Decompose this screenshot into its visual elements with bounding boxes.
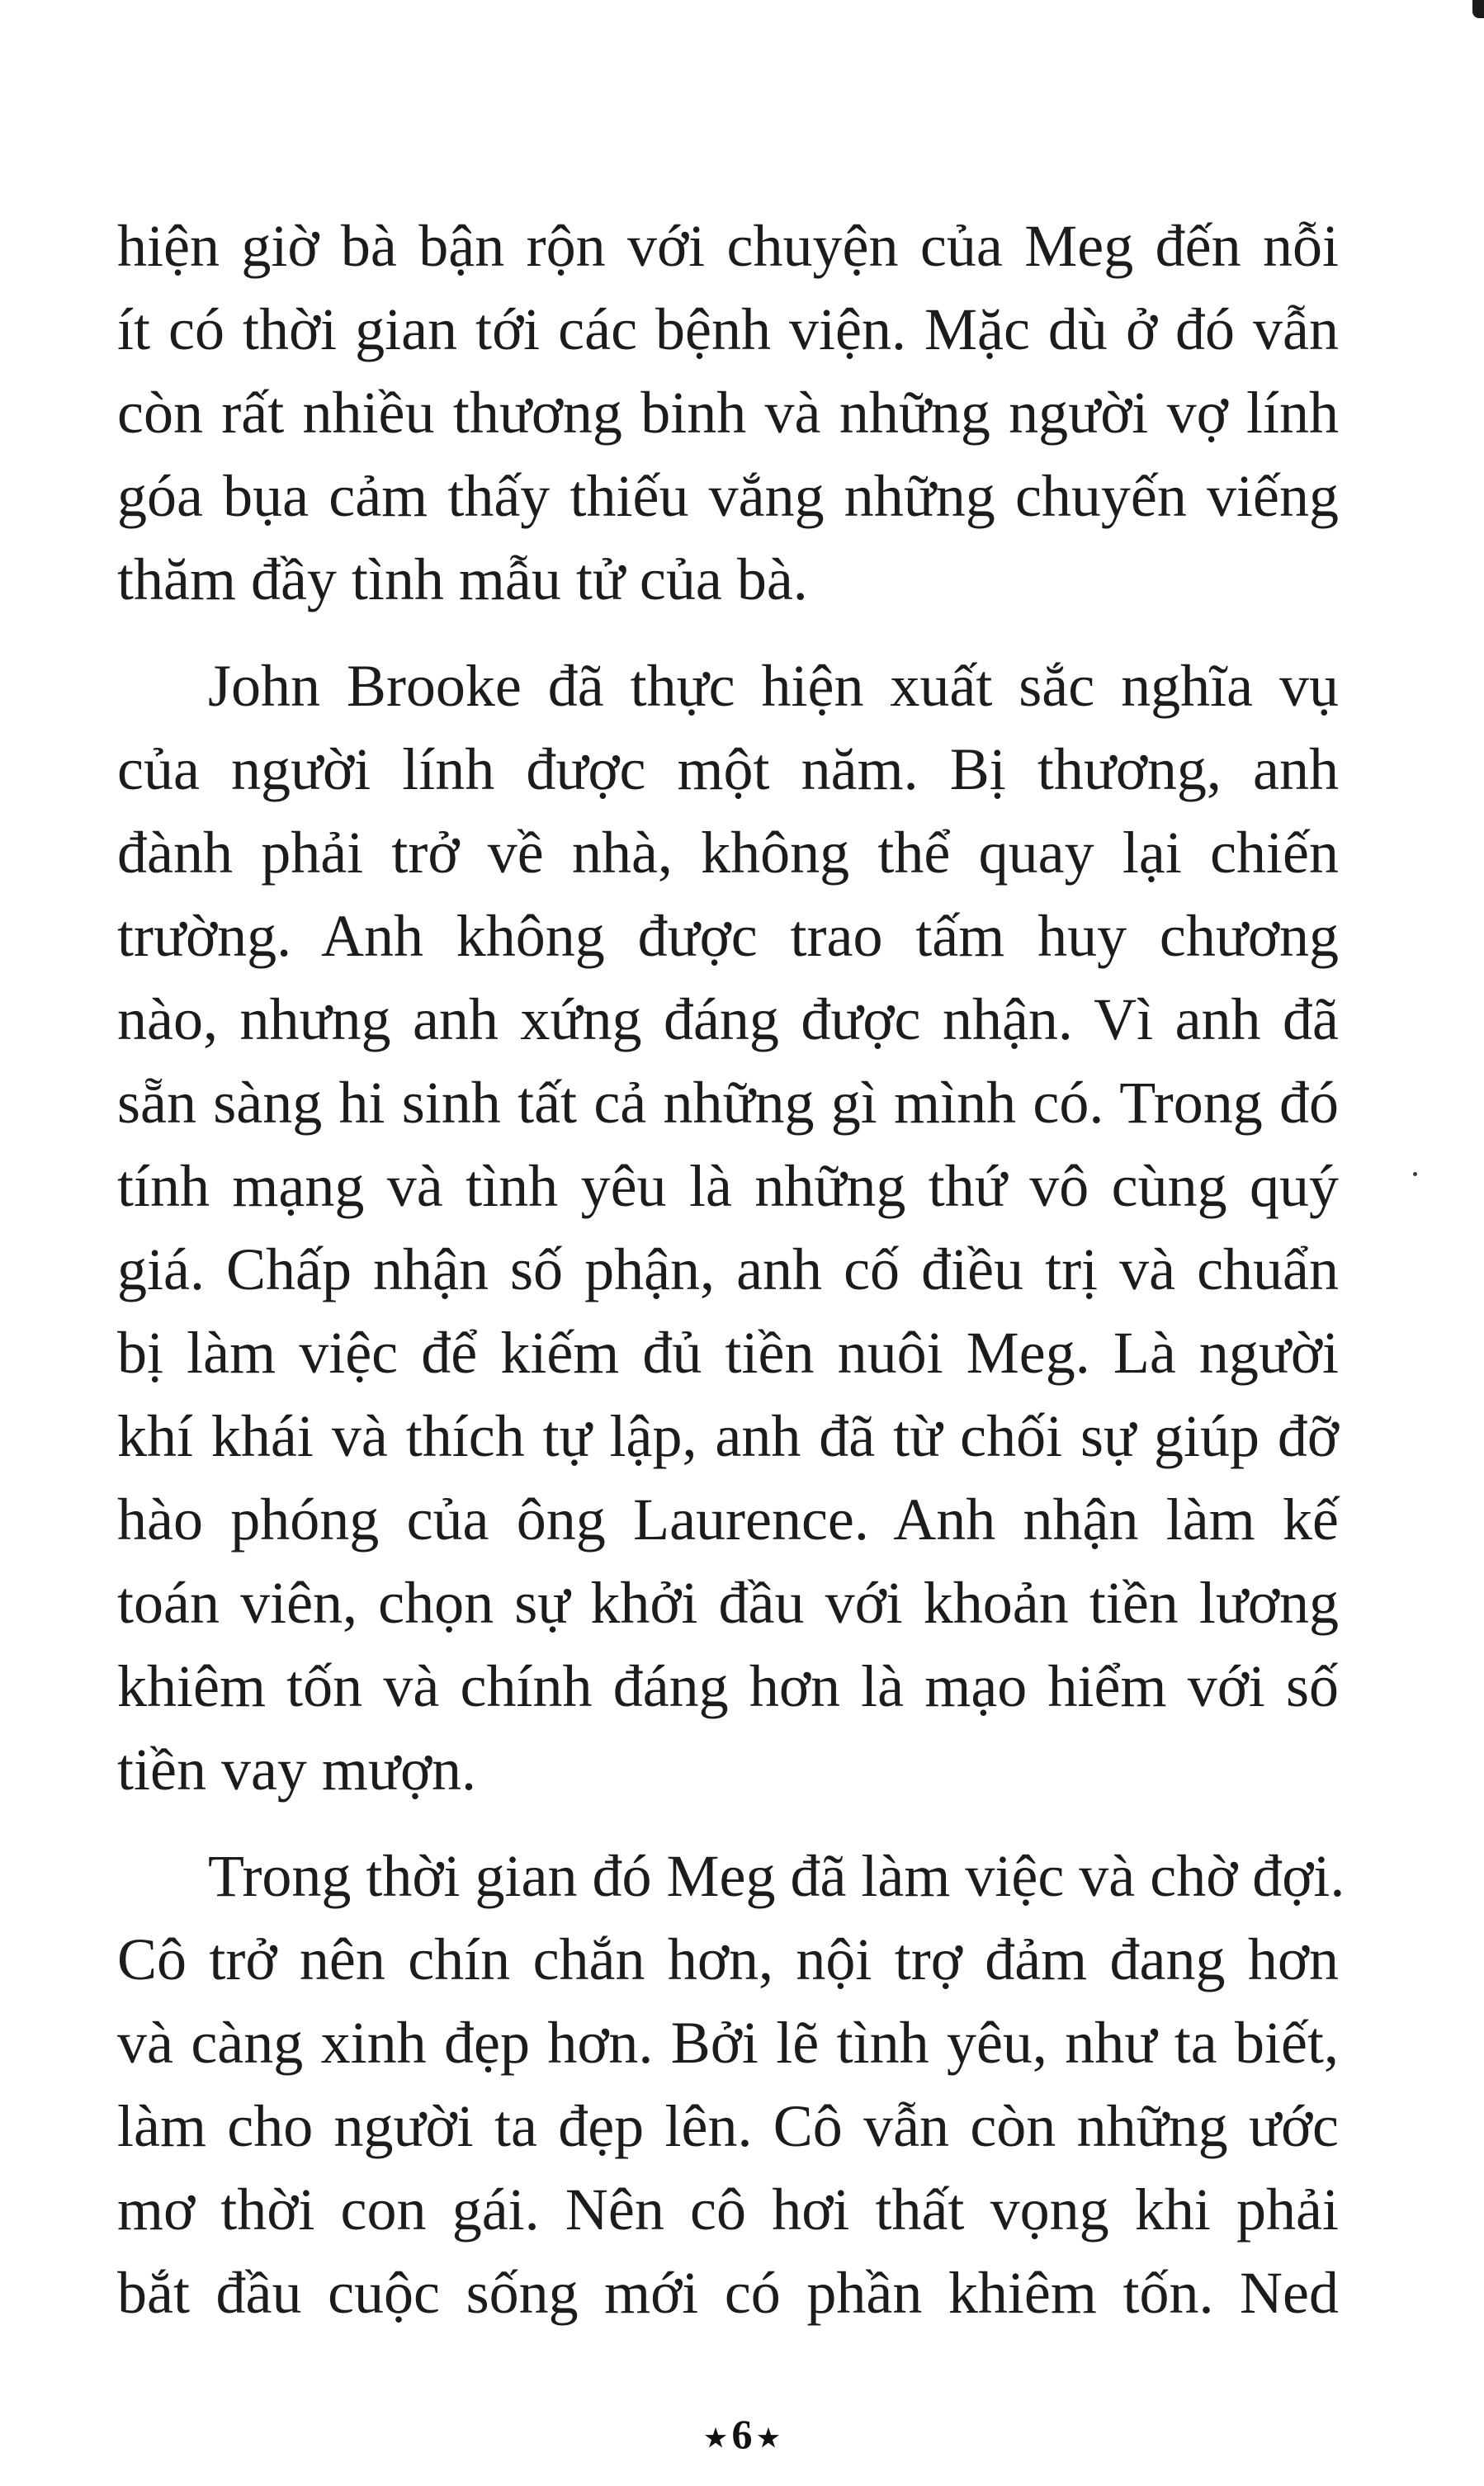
star-ornament-icon: ★ xyxy=(704,2425,727,2453)
paragraph-1 xyxy=(117,205,1339,622)
page-number xyxy=(0,2410,1484,2458)
star-ornament-icon: ★ xyxy=(757,2425,780,2453)
paragraph-2 xyxy=(117,645,1339,1812)
text-line: bắt đầu cuộc sống mới có phần khiêm tốn. Ned xyxy=(117,2260,1339,2326)
text-line: bị làm việc để kiếm đủ tiền nuôi Meg. Là người xyxy=(117,1320,1339,1386)
text-line: toán viên, chọn sự khởi đầu với khoản tiền lương xyxy=(117,1570,1339,1636)
text-line: sẵn sàng hi sinh tất cả những gì mình có. Trong đó xyxy=(117,1070,1339,1136)
text-line: đành phải trở về nhà, không thể quay lại chiến xyxy=(117,820,1339,886)
page-number-value: 6 xyxy=(731,2411,753,2457)
text-line: trường. Anh không được trao tấm huy chương xyxy=(117,903,1339,969)
text-line: tiền vay mượn. xyxy=(117,1737,477,1803)
text-line: tính mạng và tình yêu là những thứ vô cùng quý xyxy=(117,1153,1339,1219)
paragraph-3 xyxy=(117,1835,1345,2335)
text-line: Cô trở nên chín chắn hơn, nội trợ đảm đang hơn xyxy=(117,1926,1339,1992)
text-line: thăm đầy tình mẫu tử của bà. xyxy=(117,546,808,612)
page-corner-mark xyxy=(1472,0,1484,18)
text-line: mơ thời con gái. Nên cô hơi thất vọng khi phải xyxy=(117,2176,1339,2243)
text-line: ít có thời gian tới các bệnh viện. Mặc dù ở đó vẫn xyxy=(117,296,1339,362)
margin-speck xyxy=(1413,1172,1417,1176)
text-line: khí khái và thích tự lập, anh đã từ chối sự giúp đỡ xyxy=(117,1403,1339,1469)
text-line: của người lính được một năm. Bị thương, anh xyxy=(117,736,1339,802)
body-text xyxy=(117,205,1345,2358)
text-line: giá. Chấp nhận số phận, anh cố điều trị và chuẩn xyxy=(117,1236,1339,1302)
text-line: làm cho người ta đẹp lên. Cô vẫn còn những ước xyxy=(117,2093,1339,2159)
text-line: còn rất nhiều thương binh và những người vợ lính xyxy=(117,380,1339,446)
text-line: khiêm tốn và chính đáng hơn là mạo hiểm với số xyxy=(117,1653,1339,1719)
text-line: John Brooke đã thực hiện xuất sắc nghĩa vụ xyxy=(208,653,1339,719)
text-line: hào phóng của ông Laurence. Anh nhận làm kế xyxy=(117,1486,1339,1553)
text-line: góa bụa cảm thấy thiếu vắng những chuyến viếng xyxy=(117,463,1339,529)
text-line: và càng xinh đẹp hơn. Bởi lẽ tình yêu, như ta biết, xyxy=(117,2010,1339,2076)
text-line: Trong thời gian đó Meg đã làm việc và chờ đợi. xyxy=(208,1843,1345,1909)
text-line: nào, nhưng anh xứng đáng được nhận. Vì anh đã xyxy=(117,986,1339,1052)
text-line: hiện giờ bà bận rộn với chuyện của Meg đến nỗi xyxy=(117,213,1339,279)
